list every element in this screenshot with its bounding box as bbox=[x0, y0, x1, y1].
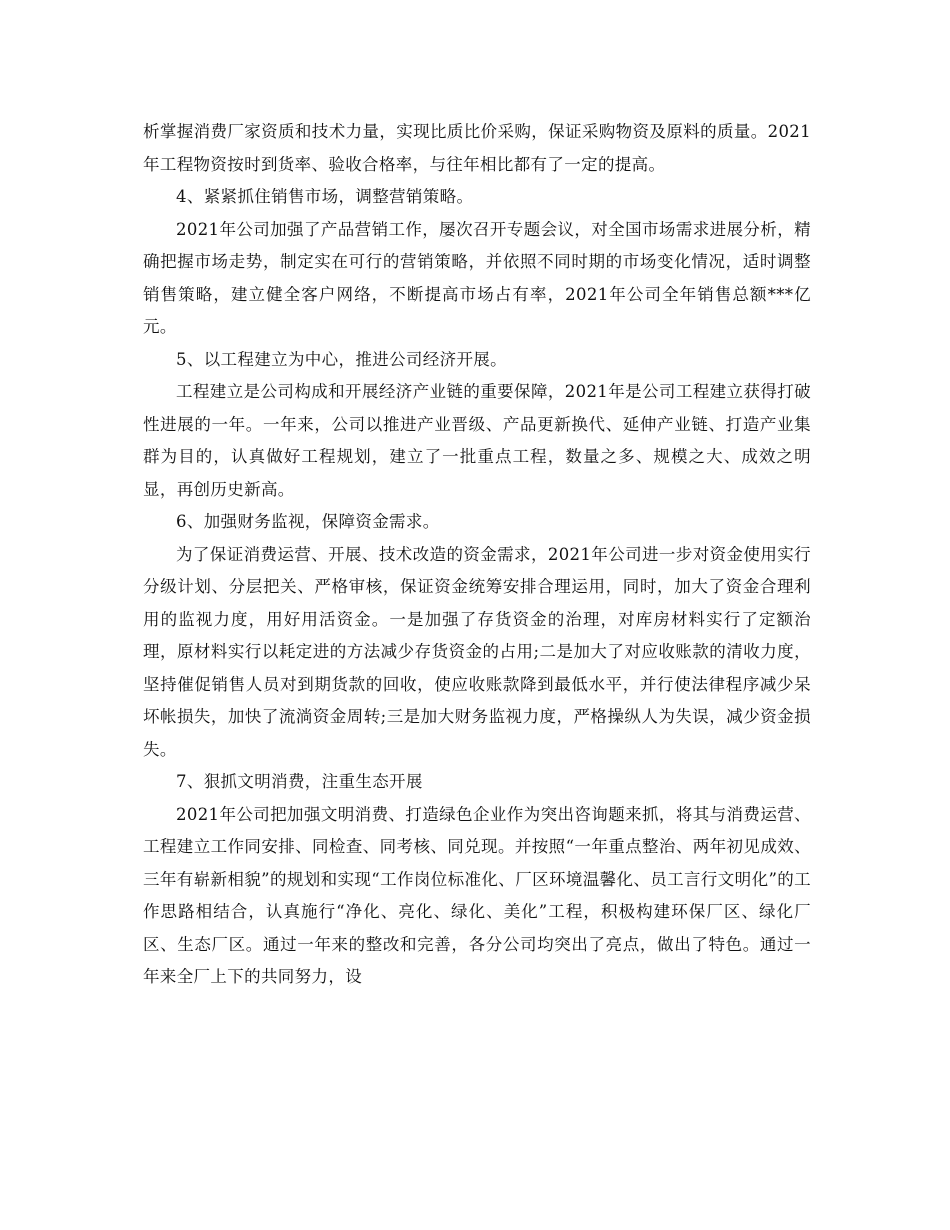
paragraph-ecology: 2021年公司把加强文明消费、打造绿色企业作为突出咨询题来抓，将其与消费运营、工程建立工作同安排、同检查、同考核、同兑现。并按照“一年重点整治、两年初见成效、三年有崭新相貌”的规划和实现“工作岗位标准化、厂区环境温馨化、员工言行文明化”的工作思路相结合，认真施行“净化、亮化、绿化、美化”工程，积极构建环保厂区、绿化厂区、生态厂区。通过一年来的整改和完善，各分公司均突出了亮点，做出了特色。通过一年来全厂上下的共同努力，设 bbox=[143, 804, 811, 986]
paragraph-finance: 为了保证消费运营、开展、技术改造的资金需求，2021年公司进一步对资金使用实行分级计划、分层把关、严格审核，保证资金统筹安排合理运用，同时，加大了资金合理利用的监视力度，用好用活资金。一是加强了存货资金的治理，对库房材料实行了定额治理，原材料实行以耗定进的方法减少存货资金的占用;二是加大了对应收账款的清收力度，坚持催促销售人员对到期货款的回收，使应收账款降到最低水平，并行使法律程序减少呆坏帐损失，加快了流淌资金周转;三是加大财务监视力度，严格操纵人为失误，减少资金损失。 bbox=[143, 544, 811, 759]
paragraph-project: 工程建立是公司构成和开展经济产业链的重要保障，2021年是公司工程建立获得打破性进展的一年。一年来，公司以推进产业晋级、产品更新换代、延伸产业链、打造产业集群为目的，认真做好工程规划，建立了一批重点工程，数量之多、规模之大、成效之明显，再创历史新高。 bbox=[143, 382, 811, 499]
document-body bbox=[143, 116, 811, 994]
heading-item-6: 6、加强财务监视，保障资金需求。 bbox=[176, 512, 440, 531]
paragraph-continuation: 析掌握消费厂家资质和技术力量，实现比质比价采购，保证采购物资及原料的质量。2021年工程物资按时到货率、验收合格率，与往年相比都有了一定的提高。 bbox=[143, 122, 811, 174]
heading-item-5: 5、以工程建立为中心，推进公司经济开展。 bbox=[176, 349, 507, 369]
heading-item-4: 4、紧紧抓住销售市场，调整营销策略。 bbox=[176, 187, 474, 206]
heading-item-7: 7、狠抓文明消费，注重生态开展 bbox=[176, 772, 423, 791]
paragraph-marketing: 2021年公司加强了产品营销工作，屡次召开专题会议，对全国市场需求进展分析，精确把握市场走势，制定实在可行的营销策略，并依照不同时期的市场变化情况，适时调整销售策略，建立健全客户网络，不断提高市场占有率，2021年公司全年销售总额***亿元。 bbox=[143, 219, 811, 336]
